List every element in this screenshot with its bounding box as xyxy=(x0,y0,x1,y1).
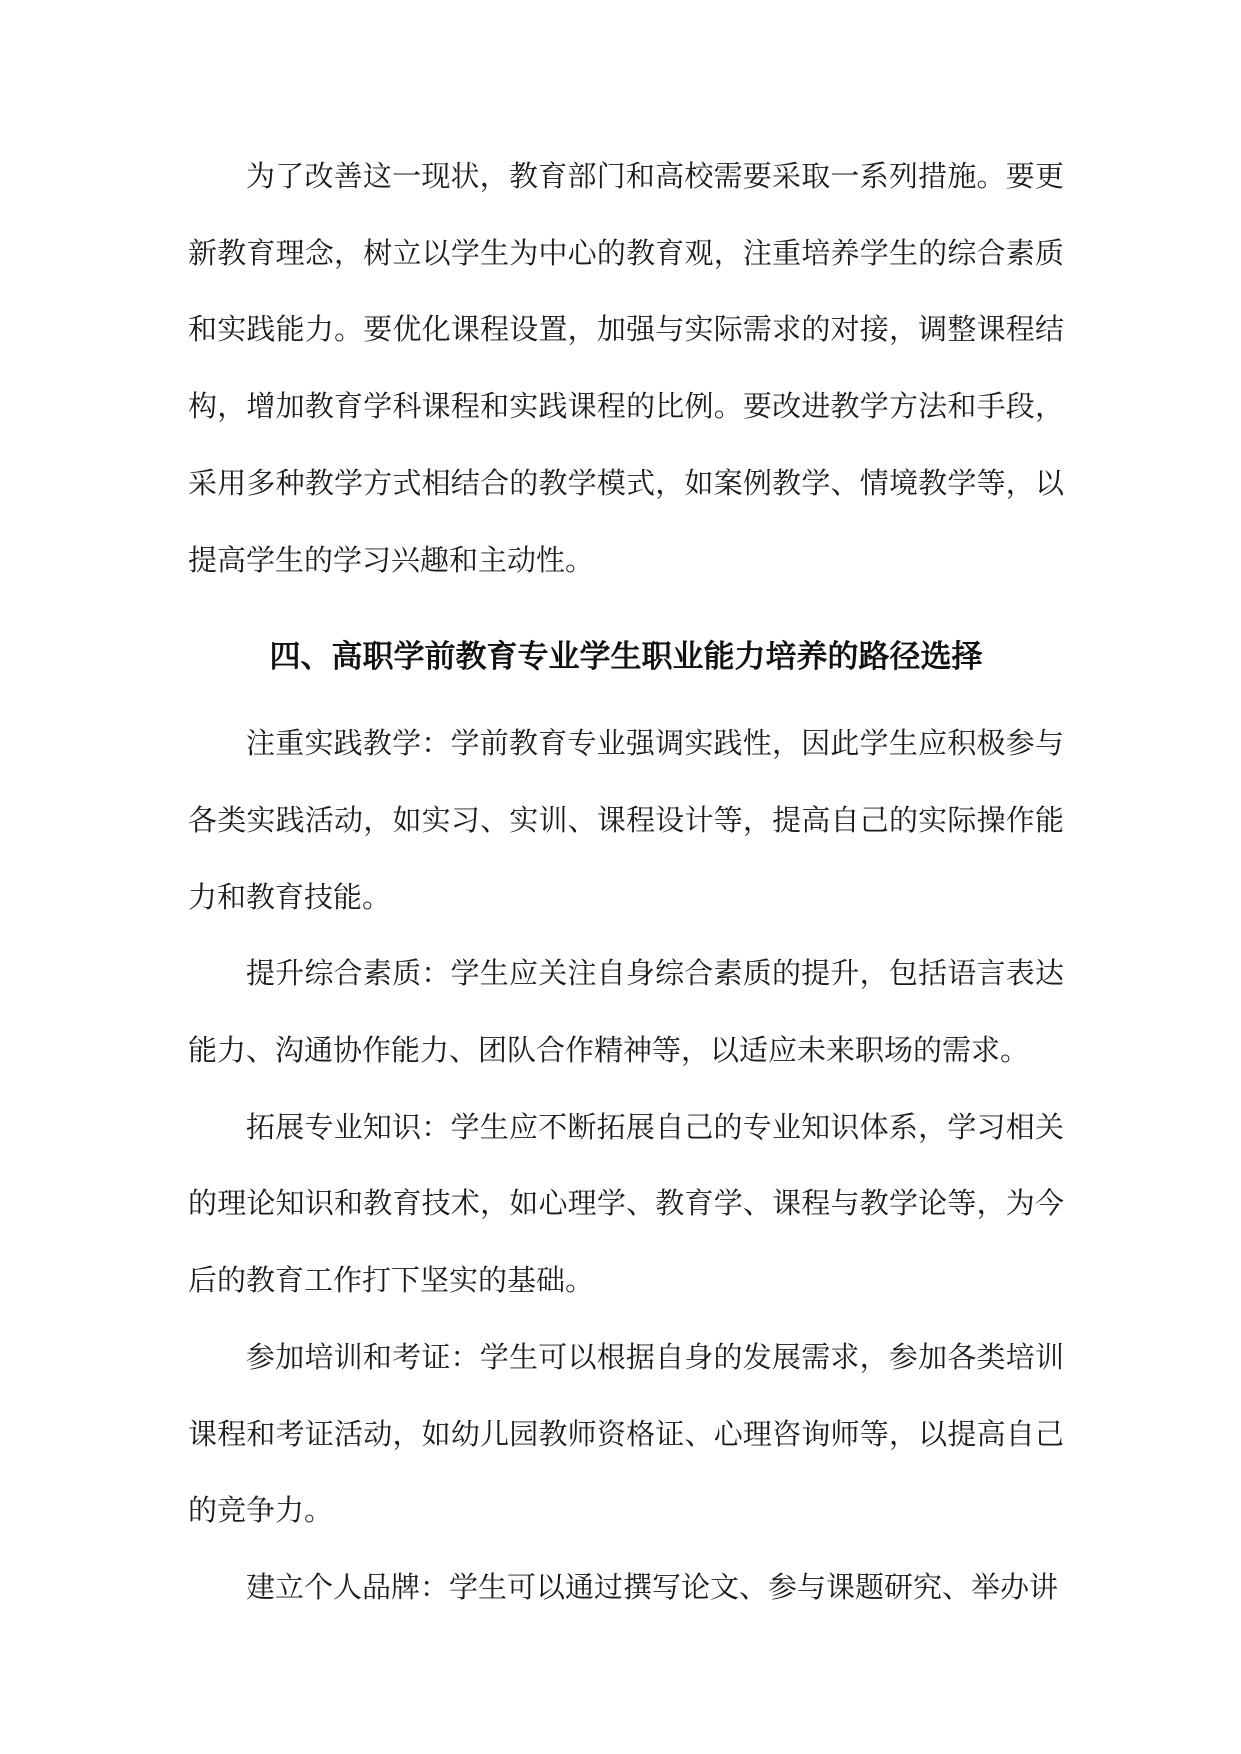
body-paragraph: 注重实践教学：学前教育专业强调实践性，因此学生应积极参与各类实践活动，如实习、实训、课程设计等，提高自己的实际操作能力和教育技能。 xyxy=(188,726,1064,914)
document-body xyxy=(188,138,1064,1626)
body-paragraph: 拓展专业知识：学生应不断拓展自己的专业知识体系，学习相关的理论知识和教育技术，如心理学、教育学、课程与教学论等，为今后的教育工作打下坚实的基础。 xyxy=(188,1109,1064,1298)
body-paragraph: 为了改善这一现状，教育部门和高校需要采取一系列措施。要更新教育理念，树立以学生为中心的教育观，注重培养学生的综合素质和实践能力。要优化课程设置，加强与实际需求的对接，调整课程结构，增加教育学科课程和实践课程的比例。要改进教学方法和手段，采用多种教学方式相结合的教学模式，如案例教学、情境教学等，以提高学生的学习兴趣和主动性。 xyxy=(188,159,1064,577)
body-paragraph: 提升综合素质：学生应关注自身综合素质的提升，包括语言表达能力、沟通协作能力、团队合作精神等，以适应未来职场的需求。 xyxy=(188,956,1064,1068)
body-paragraph: 建立个人品牌：学生可以通过撰写论文、参与课题研究、举办讲 xyxy=(246,1569,1059,1604)
section-heading: 四、高职学前教育专业学生职业能力培养的路径选择 xyxy=(269,639,983,676)
body-paragraph: 参加培训和考证：学生可以根据自身的发展需求，参加各类培训课程和考证活动，如幼儿园教师资格证、心理咨询师等，以提高自己的竞争力。 xyxy=(188,1339,1064,1528)
